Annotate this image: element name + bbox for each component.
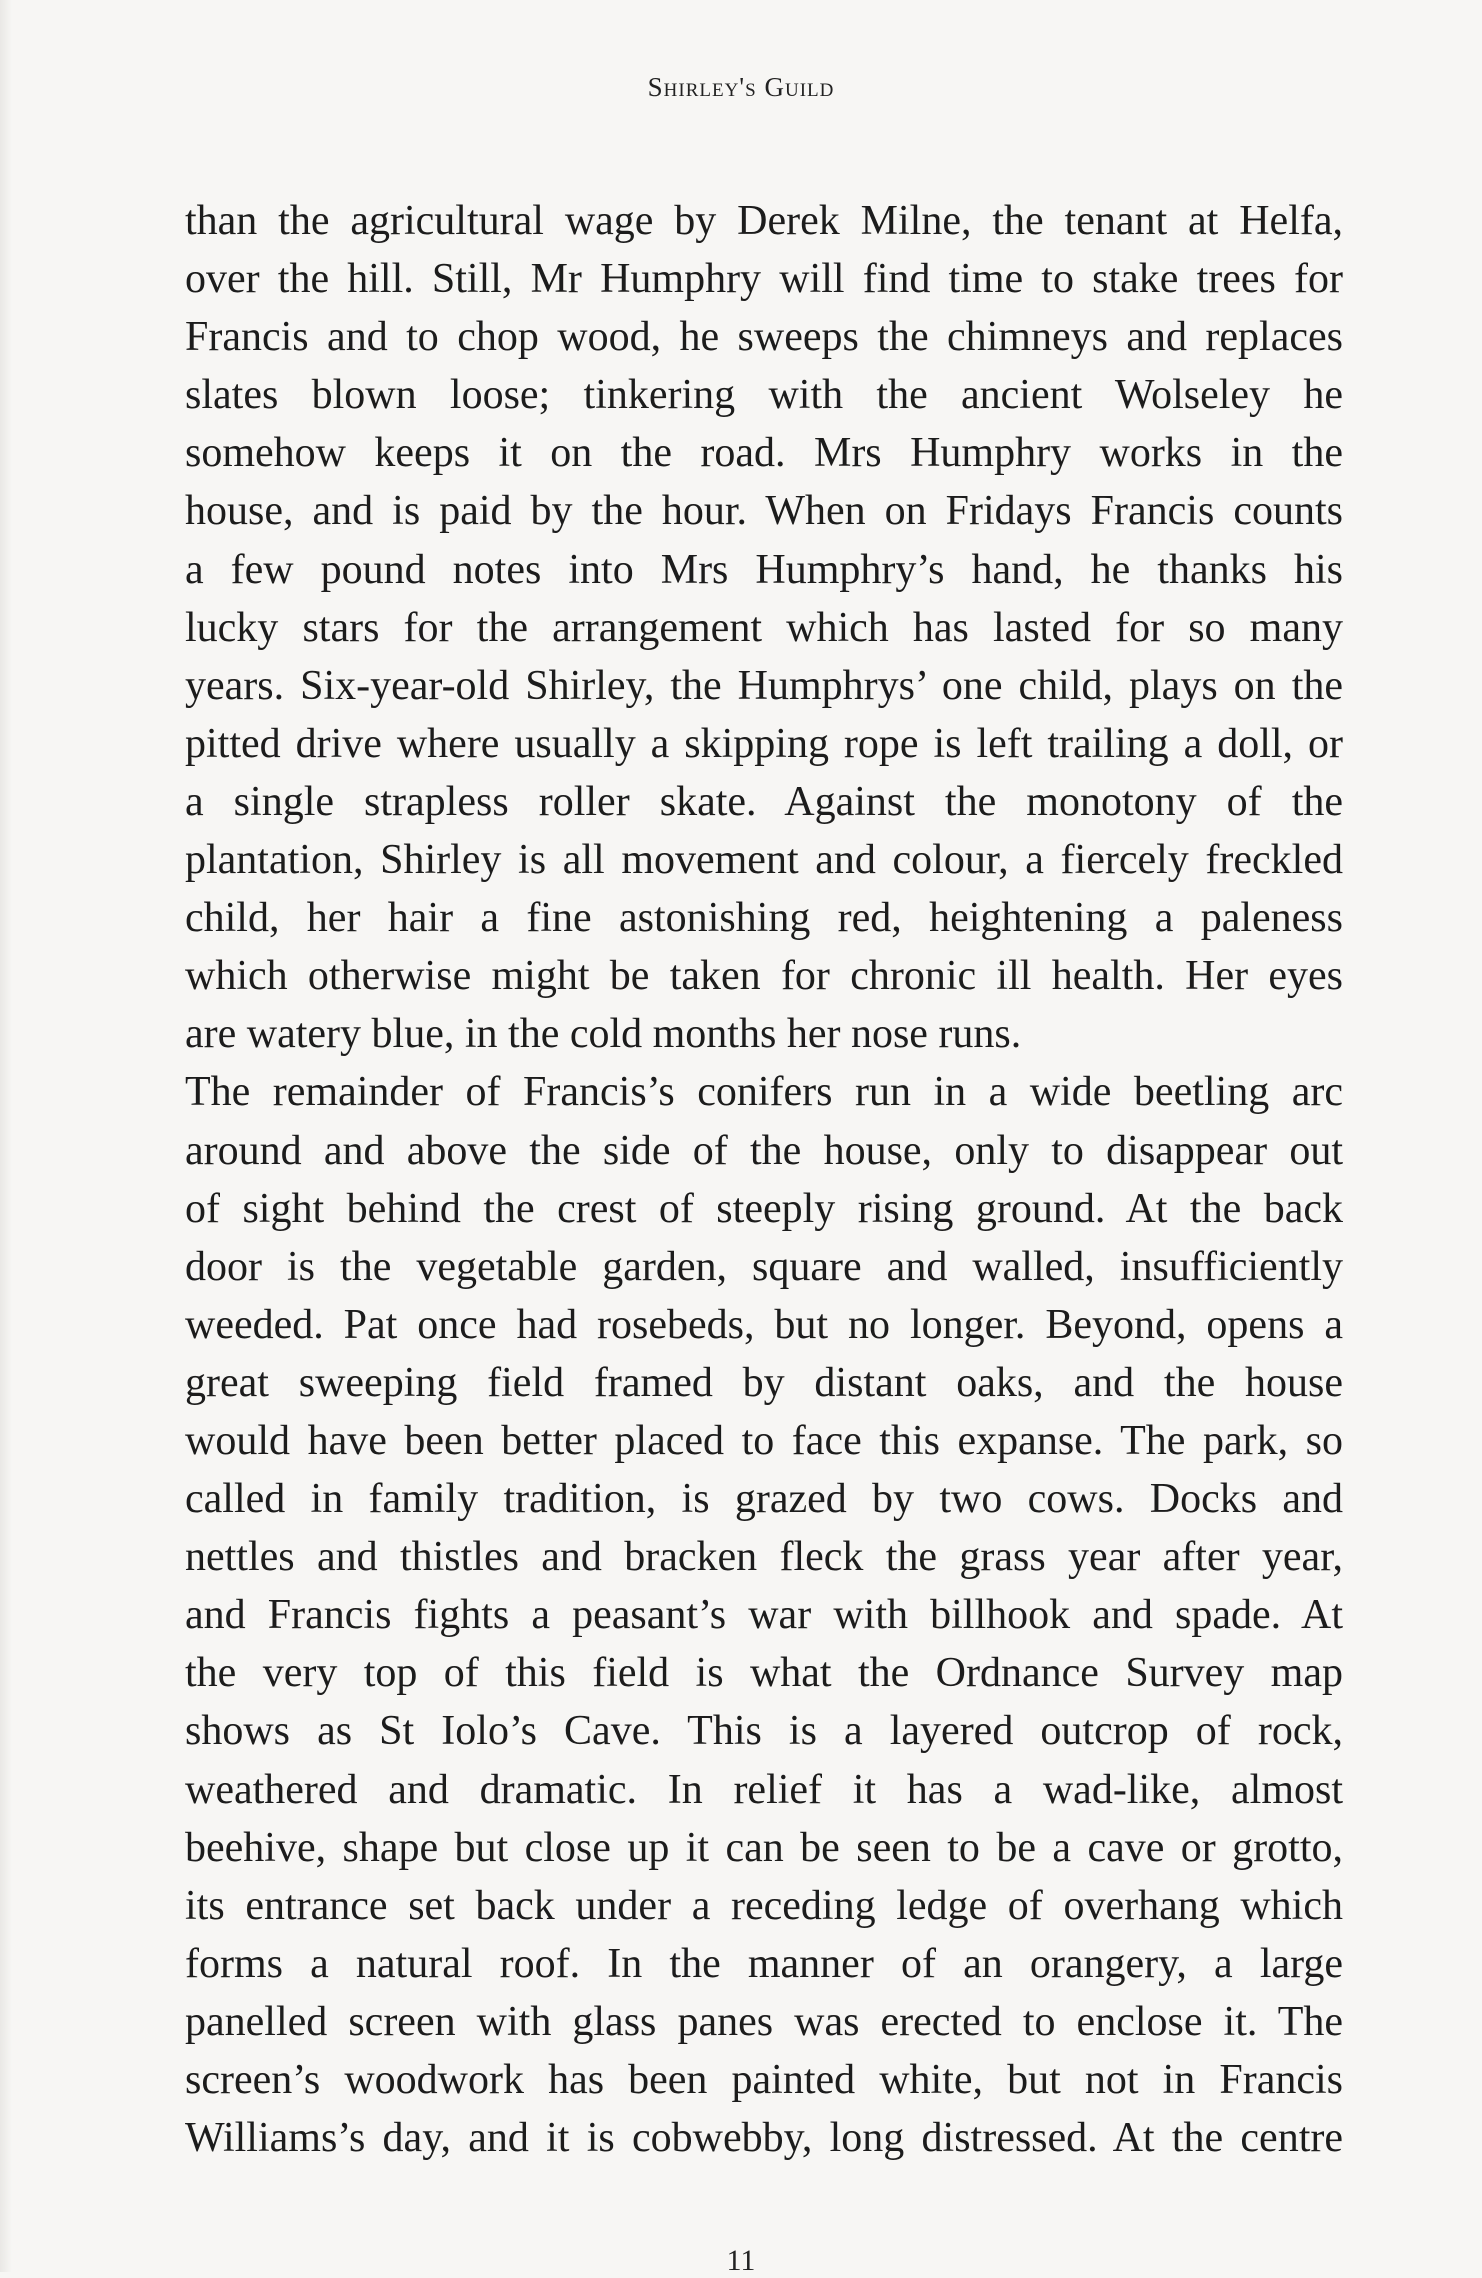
text-line: Francis and to chop wood, he sweeps the chimneys and replaces bbox=[185, 314, 1343, 361]
text-line: house, and is paid by the hour. When on Fridays Francis counts bbox=[185, 488, 1343, 535]
text-line: Williams’s day, and it is cobwebby, long distressed. At the centre bbox=[185, 2115, 1343, 2162]
text-line: years. Six-year-old Shirley, the Humphrys’ one child, plays on the bbox=[185, 662, 1343, 709]
text-line: than the agricultural wage by Derek Milne, the tenant at Helfa, bbox=[185, 198, 1343, 244]
text-line: pitted drive where usually a skipping rope is left trailing a doll, or bbox=[185, 720, 1343, 767]
text-line: door is the vegetable garden, square and walled, insufficiently bbox=[185, 1243, 1343, 1290]
text-line: called in family tradition, is grazed by two cows. Docks and bbox=[185, 1476, 1343, 1523]
text-line: shows as St Iolo’s Cave. This is a layered outcrop of rock, bbox=[185, 1708, 1343, 1755]
text-line: around and above the side of the house, only to disappear out bbox=[185, 1127, 1343, 1174]
text-line: are watery blue, in the cold months her nose runs. bbox=[185, 1011, 1022, 1058]
paragraph bbox=[185, 192, 1343, 1063]
text-line: a few pound notes into Mrs Humphry’s hand, he thanks his bbox=[185, 546, 1343, 593]
text-line: great sweeping field framed by distant oaks, and the house bbox=[185, 1359, 1343, 1406]
text-line: would have been better placed to face this expanse. The park, so bbox=[185, 1417, 1343, 1464]
text-line: The remainder of Francis’s conifers run in a wide beetling arc bbox=[185, 1069, 1343, 1116]
text-line: lucky stars for the arrangement which has lasted for so many bbox=[185, 604, 1343, 651]
page-number: 11 bbox=[726, 2244, 756, 2277]
text-line: the very top of this field is what the Ordnance Survey map bbox=[185, 1650, 1343, 1697]
text-line: its entrance set back under a receding ledge of overhang which bbox=[185, 1882, 1343, 1929]
text-line: weeded. Pat once had rosebeds, but no longer. Beyond, opens a bbox=[185, 1301, 1343, 1348]
text-line: plantation, Shirley is all movement and colour, a fiercely freckled bbox=[185, 837, 1343, 884]
text-line: forms a natural roof. In the manner of an orangery, a large bbox=[185, 1940, 1343, 1987]
text-line: which otherwise might be taken for chronic ill health. Her eyes bbox=[185, 953, 1343, 1000]
text-line: beehive, shape but close up it can be seen to be a cave or grotto, bbox=[185, 1824, 1343, 1871]
text-line: over the hill. Still, Mr Humphry will find time to stake trees for bbox=[185, 256, 1343, 303]
text-line: of sight behind the crest of steeply rising ground. At the back bbox=[185, 1185, 1343, 1232]
text-line: panelled screen with glass panes was erected to enclose it. The bbox=[185, 1998, 1343, 2045]
text-line: weathered and dramatic. In relief it has a wad-like, almost bbox=[185, 1766, 1343, 1813]
body-text bbox=[185, 192, 1343, 2167]
text-line: slates blown loose; tinkering with the ancient Wolseley he bbox=[185, 372, 1343, 419]
scan-edge-shadow bbox=[0, 0, 12, 2272]
paragraph bbox=[185, 1063, 1343, 2167]
text-line: and Francis fights a peasant’s war with billhook and spade. At bbox=[185, 1592, 1343, 1639]
text-line: a single strapless roller skate. Against the monotony of the bbox=[185, 778, 1343, 825]
text-line: screen’s woodwork has been painted white, but not in Francis bbox=[185, 2057, 1343, 2103]
running-head: Shirley's Guild bbox=[647, 72, 835, 102]
text-line: child, her hair a fine astonishing red, heightening a paleness bbox=[185, 895, 1343, 942]
text-line: somehow keeps it on the road. Mrs Humphry works in the bbox=[185, 430, 1343, 477]
text-line: nettles and thistles and bracken fleck the grass year after year, bbox=[185, 1534, 1343, 1581]
